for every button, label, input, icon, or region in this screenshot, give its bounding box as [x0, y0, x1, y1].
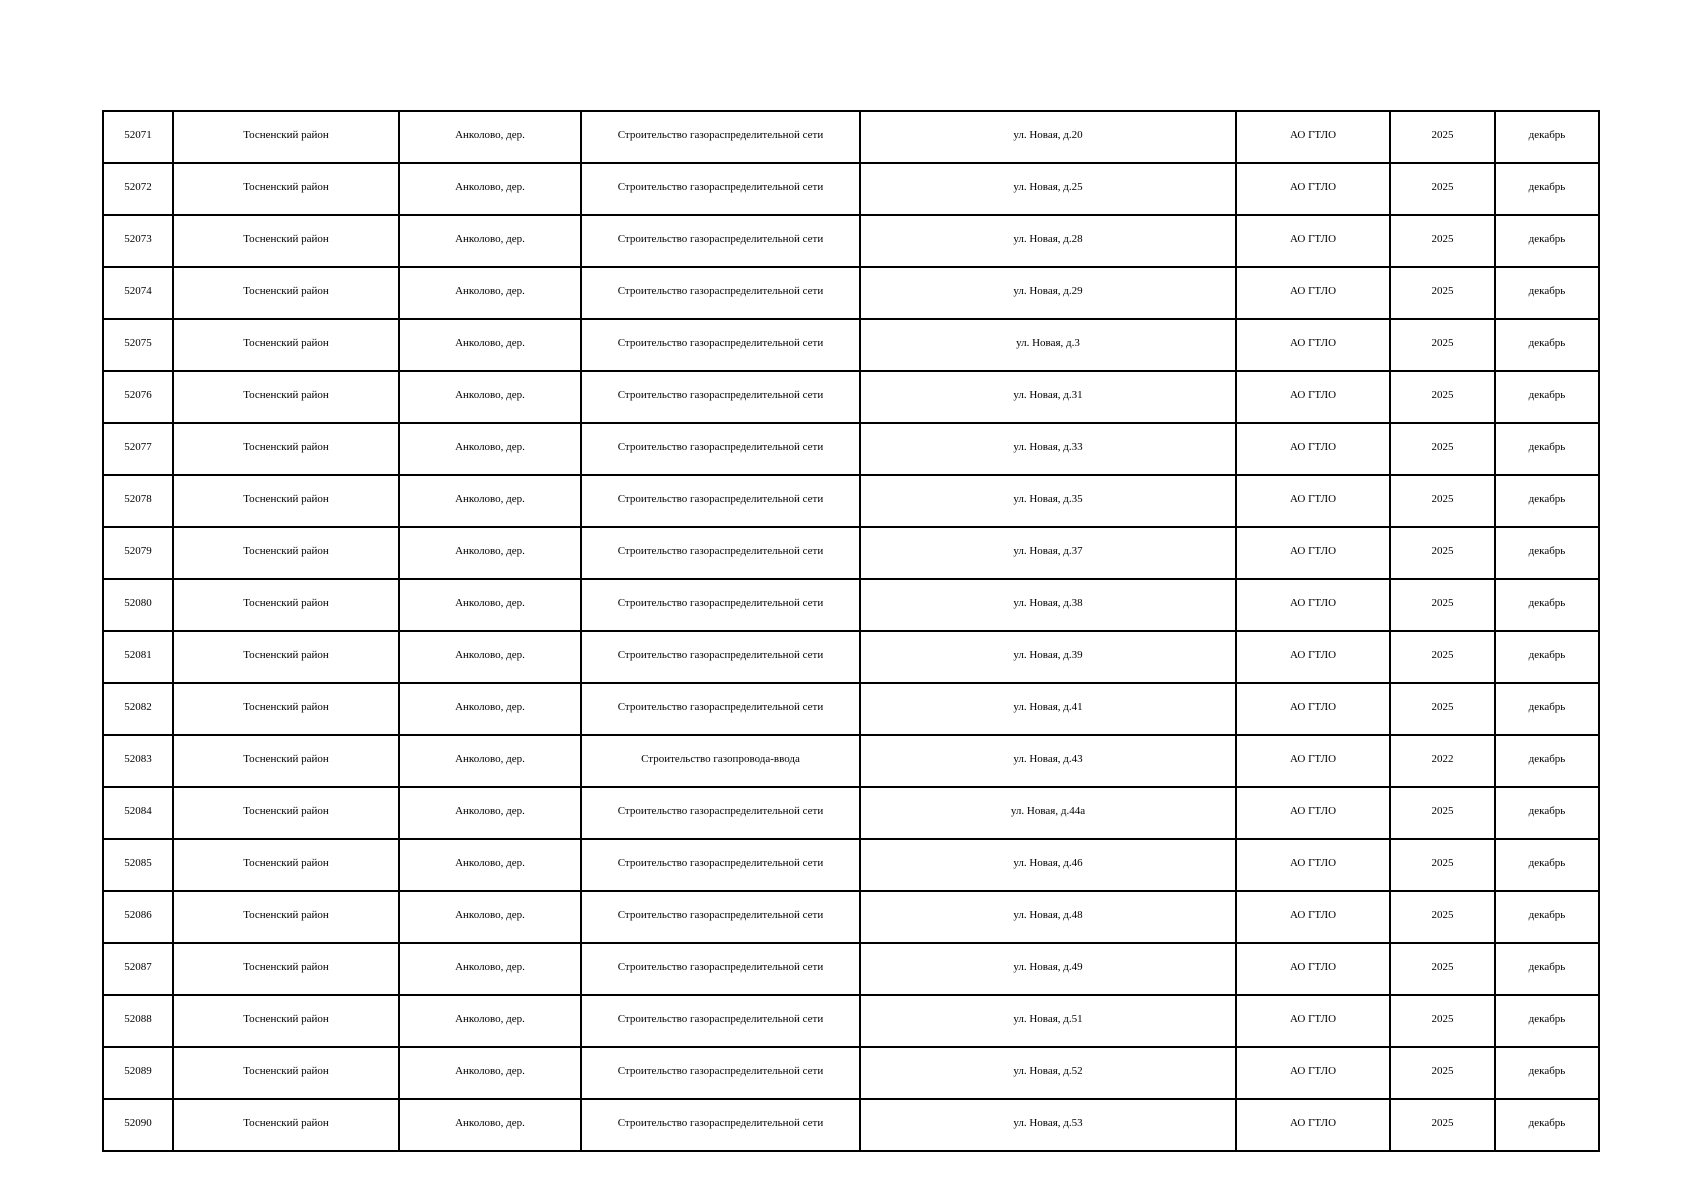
table-row: [103, 891, 1599, 943]
cell-id: 52080: [103, 579, 173, 631]
cell-org: АО ГТЛО: [1236, 423, 1390, 475]
cell-id: 52077: [103, 423, 173, 475]
cell-id: 52087: [103, 943, 173, 995]
cell-locality: Анколово, дер.: [399, 1099, 581, 1151]
cell-id: 52072: [103, 163, 173, 215]
table-row: [103, 111, 1599, 163]
cell-month: декабрь: [1495, 475, 1599, 527]
cell-work: Строительство газораспределительной сети: [581, 631, 860, 683]
cell-locality: Анколово, дер.: [399, 995, 581, 1047]
cell-address: ул. Новая, д.29: [860, 267, 1236, 319]
cell-org: АО ГТЛО: [1236, 735, 1390, 787]
cell-year: 2025: [1390, 683, 1495, 735]
cell-month: декабрь: [1495, 995, 1599, 1047]
cell-org: АО ГТЛО: [1236, 111, 1390, 163]
table-row: [103, 371, 1599, 423]
cell-district: Тосненский район: [173, 423, 399, 475]
cell-district: Тосненский район: [173, 371, 399, 423]
cell-year: 2025: [1390, 631, 1495, 683]
cell-address: ул. Новая, д.41: [860, 683, 1236, 735]
cell-id: 52082: [103, 683, 173, 735]
cell-month: декабрь: [1495, 891, 1599, 943]
cell-org: АО ГТЛО: [1236, 839, 1390, 891]
cell-locality: Анколово, дер.: [399, 735, 581, 787]
cell-month: декабрь: [1495, 631, 1599, 683]
cell-org: АО ГТЛО: [1236, 163, 1390, 215]
cell-id: 52086: [103, 891, 173, 943]
cell-id: 52085: [103, 839, 173, 891]
cell-org: АО ГТЛО: [1236, 631, 1390, 683]
cell-district: Тосненский район: [173, 163, 399, 215]
cell-id: 52074: [103, 267, 173, 319]
cell-id: 52078: [103, 475, 173, 527]
gas-network-table: [102, 110, 1600, 1152]
cell-id: 52081: [103, 631, 173, 683]
cell-org: АО ГТЛО: [1236, 371, 1390, 423]
cell-year: 2025: [1390, 1099, 1495, 1151]
cell-district: Тосненский район: [173, 475, 399, 527]
cell-org: АО ГТЛО: [1236, 527, 1390, 579]
cell-year: 2025: [1390, 787, 1495, 839]
cell-address: ул. Новая, д.39: [860, 631, 1236, 683]
cell-month: декабрь: [1495, 111, 1599, 163]
cell-district: Тосненский район: [173, 943, 399, 995]
cell-locality: Анколово, дер.: [399, 319, 581, 371]
cell-work: Строительство газораспределительной сети: [581, 1047, 860, 1099]
cell-locality: Анколово, дер.: [399, 423, 581, 475]
table-row: [103, 839, 1599, 891]
cell-year: 2025: [1390, 891, 1495, 943]
cell-address: ул. Новая, д.25: [860, 163, 1236, 215]
cell-address: ул. Новая, д.20: [860, 111, 1236, 163]
cell-address: ул. Новая, д.38: [860, 579, 1236, 631]
cell-work: Строительство газораспределительной сети: [581, 891, 860, 943]
cell-locality: Анколово, дер.: [399, 579, 581, 631]
cell-locality: Анколово, дер.: [399, 683, 581, 735]
cell-work: Строительство газораспределительной сети: [581, 839, 860, 891]
table-row: [103, 995, 1599, 1047]
cell-locality: Анколово, дер.: [399, 891, 581, 943]
cell-district: Тосненский район: [173, 267, 399, 319]
cell-year: 2022: [1390, 735, 1495, 787]
table-row: [103, 267, 1599, 319]
cell-id: 52090: [103, 1099, 173, 1151]
cell-year: 2025: [1390, 319, 1495, 371]
cell-work: Строительство газораспределительной сети: [581, 995, 860, 1047]
cell-org: АО ГТЛО: [1236, 475, 1390, 527]
cell-year: 2025: [1390, 579, 1495, 631]
cell-address: ул. Новая, д.48: [860, 891, 1236, 943]
cell-address: ул. Новая, д.49: [860, 943, 1236, 995]
cell-org: АО ГТЛО: [1236, 943, 1390, 995]
cell-month: декабрь: [1495, 215, 1599, 267]
cell-org: АО ГТЛО: [1236, 579, 1390, 631]
cell-locality: Анколово, дер.: [399, 371, 581, 423]
cell-address: ул. Новая, д.52: [860, 1047, 1236, 1099]
cell-locality: Анколово, дер.: [399, 943, 581, 995]
cell-district: Тосненский район: [173, 1047, 399, 1099]
cell-work: Строительство газораспределительной сети: [581, 215, 860, 267]
cell-org: АО ГТЛО: [1236, 683, 1390, 735]
cell-locality: Анколово, дер.: [399, 111, 581, 163]
table-row: [103, 423, 1599, 475]
cell-year: 2025: [1390, 527, 1495, 579]
cell-year: 2025: [1390, 371, 1495, 423]
cell-org: АО ГТЛО: [1236, 995, 1390, 1047]
cell-locality: Анколово, дер.: [399, 631, 581, 683]
cell-locality: Анколово, дер.: [399, 163, 581, 215]
cell-month: декабрь: [1495, 371, 1599, 423]
cell-work: Строительство газораспределительной сети: [581, 579, 860, 631]
cell-month: декабрь: [1495, 267, 1599, 319]
cell-year: 2025: [1390, 163, 1495, 215]
cell-district: Тосненский район: [173, 319, 399, 371]
table-body: [103, 111, 1599, 1151]
cell-district: Тосненский район: [173, 631, 399, 683]
cell-address: ул. Новая, д.35: [860, 475, 1236, 527]
table-row: [103, 1047, 1599, 1099]
cell-org: АО ГТЛО: [1236, 1047, 1390, 1099]
cell-work: Строительство газораспределительной сети: [581, 267, 860, 319]
cell-id: 52075: [103, 319, 173, 371]
cell-work: Строительство газораспределительной сети: [581, 111, 860, 163]
cell-month: декабрь: [1495, 1099, 1599, 1151]
cell-address: ул. Новая, д.31: [860, 371, 1236, 423]
cell-locality: Анколово, дер.: [399, 215, 581, 267]
cell-work: Строительство газораспределительной сети: [581, 371, 860, 423]
cell-month: декабрь: [1495, 579, 1599, 631]
cell-district: Тосненский район: [173, 787, 399, 839]
cell-year: 2025: [1390, 475, 1495, 527]
cell-month: декабрь: [1495, 735, 1599, 787]
cell-id: 52071: [103, 111, 173, 163]
cell-month: декабрь: [1495, 683, 1599, 735]
cell-address: ул. Новая, д.51: [860, 995, 1236, 1047]
table-row: [103, 579, 1599, 631]
cell-district: Тосненский район: [173, 735, 399, 787]
cell-work: Строительство газораспределительной сети: [581, 423, 860, 475]
table-row: [103, 631, 1599, 683]
cell-month: декабрь: [1495, 527, 1599, 579]
cell-id: 52076: [103, 371, 173, 423]
cell-address: ул. Новая, д.53: [860, 1099, 1236, 1151]
cell-id: 52088: [103, 995, 173, 1047]
cell-id: 52083: [103, 735, 173, 787]
cell-district: Тосненский район: [173, 215, 399, 267]
cell-org: АО ГТЛО: [1236, 215, 1390, 267]
cell-id: 52079: [103, 527, 173, 579]
cell-work: Строительство газораспределительной сети: [581, 527, 860, 579]
cell-work: Строительство газопровода-ввода: [581, 735, 860, 787]
cell-district: Тосненский район: [173, 1099, 399, 1151]
cell-work: Строительство газораспределительной сети: [581, 787, 860, 839]
table-row: [103, 215, 1599, 267]
cell-address: ул. Новая, д.33: [860, 423, 1236, 475]
table-row: [103, 943, 1599, 995]
table-row: [103, 683, 1599, 735]
cell-work: Строительство газораспределительной сети: [581, 943, 860, 995]
table-row: [103, 163, 1599, 215]
table-row: [103, 735, 1599, 787]
cell-address: ул. Новая, д.44а: [860, 787, 1236, 839]
cell-year: 2025: [1390, 267, 1495, 319]
table-row: [103, 527, 1599, 579]
cell-district: Тосненский район: [173, 111, 399, 163]
cell-month: декабрь: [1495, 787, 1599, 839]
cell-org: АО ГТЛО: [1236, 787, 1390, 839]
cell-month: декабрь: [1495, 423, 1599, 475]
document-page: [102, 110, 1598, 1129]
cell-locality: Анколово, дер.: [399, 787, 581, 839]
cell-month: декабрь: [1495, 163, 1599, 215]
cell-year: 2025: [1390, 995, 1495, 1047]
cell-org: АО ГТЛО: [1236, 319, 1390, 371]
cell-locality: Анколово, дер.: [399, 839, 581, 891]
cell-year: 2025: [1390, 215, 1495, 267]
table-row: [103, 319, 1599, 371]
cell-month: декабрь: [1495, 1047, 1599, 1099]
cell-district: Тосненский район: [173, 579, 399, 631]
cell-district: Тосненский район: [173, 995, 399, 1047]
cell-work: Строительство газораспределительной сети: [581, 319, 860, 371]
cell-work: Строительство газораспределительной сети: [581, 683, 860, 735]
table-row: [103, 787, 1599, 839]
cell-org: АО ГТЛО: [1236, 267, 1390, 319]
cell-month: декабрь: [1495, 943, 1599, 995]
cell-id: 52089: [103, 1047, 173, 1099]
cell-address: ул. Новая, д.28: [860, 215, 1236, 267]
cell-district: Тосненский район: [173, 527, 399, 579]
cell-org: АО ГТЛО: [1236, 891, 1390, 943]
table-row: [103, 475, 1599, 527]
cell-locality: Анколово, дер.: [399, 475, 581, 527]
cell-year: 2025: [1390, 423, 1495, 475]
cell-address: ул. Новая, д.43: [860, 735, 1236, 787]
cell-org: АО ГТЛО: [1236, 1099, 1390, 1151]
cell-locality: Анколово, дер.: [399, 527, 581, 579]
cell-locality: Анколово, дер.: [399, 267, 581, 319]
cell-address: ул. Новая, д.46: [860, 839, 1236, 891]
cell-work: Строительство газораспределительной сети: [581, 163, 860, 215]
cell-address: ул. Новая, д.37: [860, 527, 1236, 579]
cell-district: Тосненский район: [173, 839, 399, 891]
cell-locality: Анколово, дер.: [399, 1047, 581, 1099]
cell-district: Тосненский район: [173, 891, 399, 943]
cell-id: 52084: [103, 787, 173, 839]
cell-district: Тосненский район: [173, 683, 399, 735]
table-row: [103, 1099, 1599, 1151]
cell-year: 2025: [1390, 943, 1495, 995]
cell-month: декабрь: [1495, 839, 1599, 891]
cell-work: Строительство газораспределительной сети: [581, 1099, 860, 1151]
cell-id: 52073: [103, 215, 173, 267]
cell-month: декабрь: [1495, 319, 1599, 371]
cell-year: 2025: [1390, 839, 1495, 891]
cell-work: Строительство газораспределительной сети: [581, 475, 860, 527]
cell-address: ул. Новая, д.3: [860, 319, 1236, 371]
cell-year: 2025: [1390, 1047, 1495, 1099]
cell-year: 2025: [1390, 111, 1495, 163]
